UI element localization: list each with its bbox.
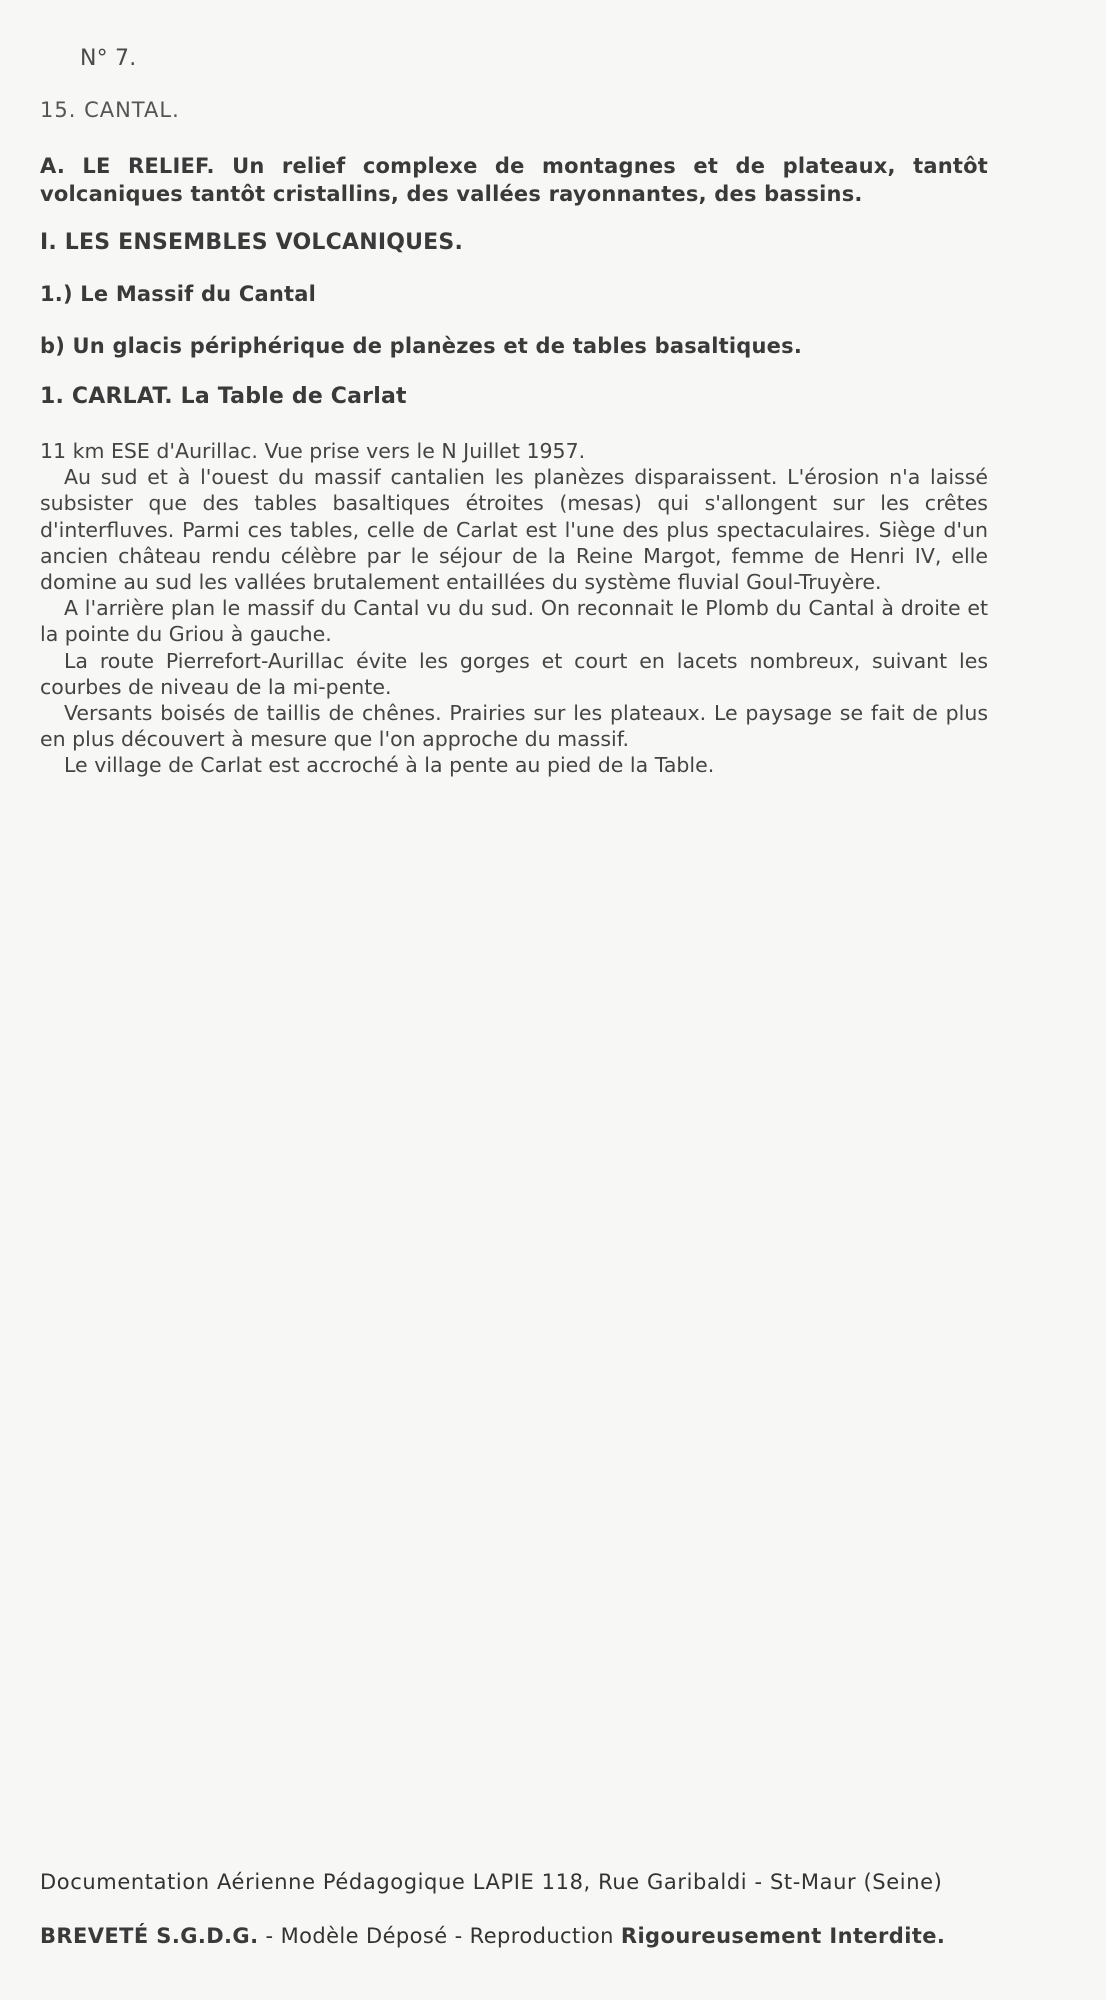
- subsubsection-heading: b) Un glacis périphérique de planèzes et de tables basaltiques.: [40, 334, 802, 358]
- paragraph-village: Le village de Carlat est accroché à la pente au pied de la Table.: [64, 753, 715, 778]
- paragraph-background: A l'arrière plan le massif du Cantal vu du sud. On reconnait le Plomb du Cantal à droite et la pointe du Griou à gauche.: [40, 596, 988, 647]
- plate-number: N° 7.: [80, 46, 137, 71]
- paragraph-erosion: Au sud et à l'ouest du massif cantalien les planèzes disparaissent. L'érosion n'a laissé subsister que des tables basaltiques étroites (mesas) qui s'allongent sur les crêtes d'interfluves. Parmi ces tables, celle de Carlat est l'une des plus spectaculaires. Siège d'un ancien château rendu célèbre par le séjour de la Reine Margot, femme de Henri IV, elle domine au sud les vallées brutalement entaillées du système fluvial Goul-Truyère.: [40, 465, 988, 595]
- relief-text: Un relief complexe de montagnes et de plateaux, tantôt volcaniques tantôt cristallins, des vallées rayonnantes, des bassins.: [40, 154, 988, 206]
- reproduction-notice: Rigoureusement Interdite.: [620, 1924, 946, 1948]
- plate-title: 1. CARLAT. La Table de Carlat: [40, 384, 407, 409]
- patent-notice: BREVETÉ S.G.D.G.: [40, 1924, 259, 1948]
- description-body: [40, 438, 988, 779]
- department-heading: 15. CANTAL.: [40, 98, 180, 122]
- paragraph-road: La route Pierrefort-Aurillac évite les gorges et court en lacets nombreux, suivant les courbes de niveau de la mi-pente.: [40, 648, 988, 699]
- legal-notice: - Modèle Déposé - Reproduction: [258, 1924, 621, 1948]
- relief-statement: [40, 152, 988, 208]
- legal-footer: [40, 1924, 945, 1948]
- location-caption: 11 km ESE d'Aurillac. Vue prise vers le N Juillet 1957.: [40, 439, 586, 463]
- paragraph-vegetation: Versants boisés de taillis de chênes. Prairies sur les plateaux. Le paysage se fait de plus en plus découvert à mesure que l'on approche du massif.: [40, 701, 988, 752]
- publisher-footer: Documentation Aérienne Pédagogique LAPIE 118, Rue Garibaldi - St-Maur (Seine): [40, 1870, 943, 1894]
- section-heading: I. LES ENSEMBLES VOLCANIQUES.: [40, 230, 464, 255]
- relief-label: A. LE RELIEF.: [40, 154, 215, 178]
- subsection-heading: 1.) Le Massif du Cantal: [40, 282, 316, 306]
